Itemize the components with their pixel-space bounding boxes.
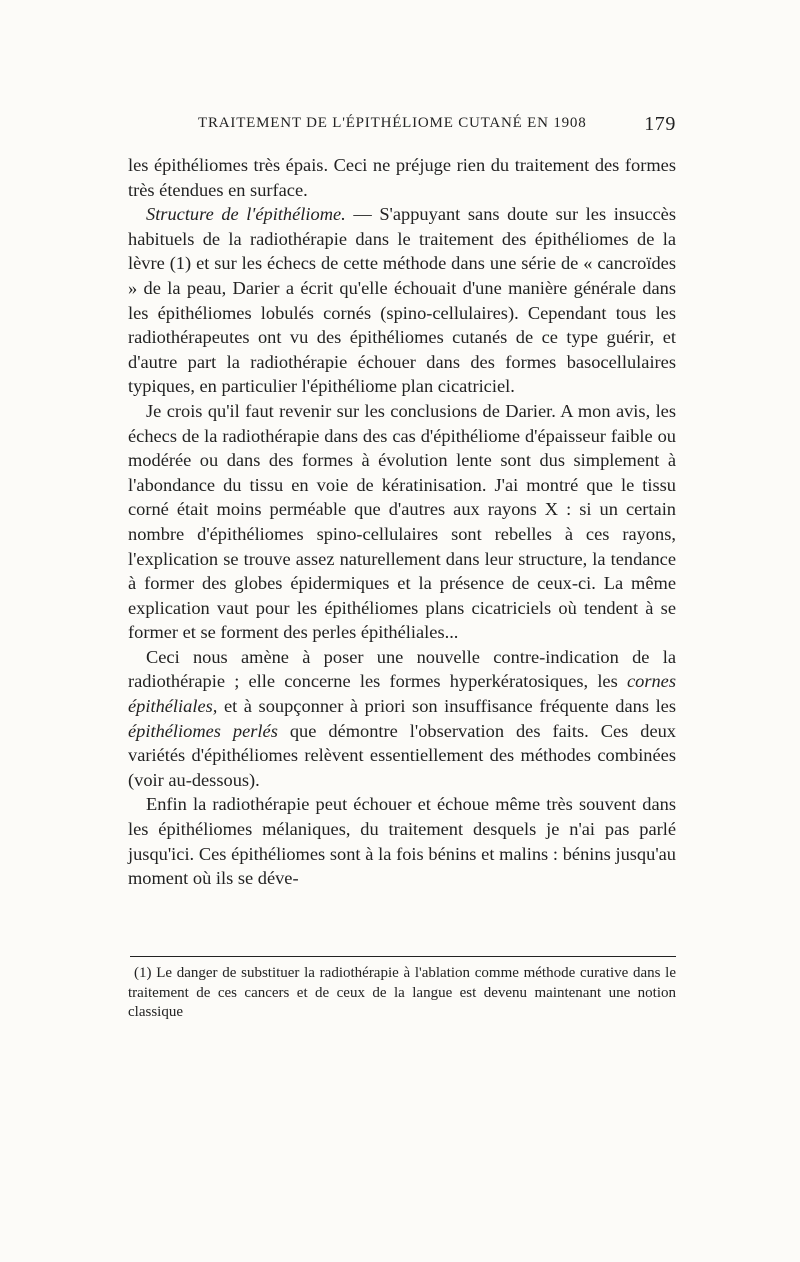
paragraph-2 [128,202,676,399]
running-header [128,115,676,141]
paragraph-5 [128,792,676,890]
footnotes [128,964,676,1023]
paragraph-3-text: Je crois qu'il faut revenir sur les conclusions de Darier. A mon avis, les échecs de la radiothérapie dans des cas d'épithéliome d'épaisseur faible ou modérée ou dans des formes à évolution lente sont dus simplement à l'abondance du tissu en voie de kératinisation. J'ai montré que le tissu corné était moins perméable que d'autres aux rayons X : si un certain nombre d'épithéliomes spino-cellulaires sont rebelles à ces rayons, l'explication se trouve assez naturellement dans leur structure, la tendance à former des globes épidermiques et la présence de ceux-ci. La même explication vaut pour les épithéliomes plans cicatriciels où tendent à se former et se forment des perles épithéliales... [128,400,676,643]
paragraph-1-text: les épithéliomes très épais. Ceci ne préjuge rien du traitement des formes très étendues en surface. [128,155,676,200]
section-heading: Structure de l'épithéliome. [146,204,346,225]
paragraph-4-text-a: Ceci nous amène à poser une nouvelle contre-indication de la radiothérapie ; elle concerne les formes hyperkératosiques, les [128,646,676,692]
body-text [128,153,676,891]
footnote-1: (1) Le danger de substituer la radiothérapie à l'ablation comme méthode curative dans le traitement de ces cancers et de ceux de la langue est devenu maintenant une notion classique [128,965,676,1020]
paragraph-2-text: — S'appuyant sans doute sur les insuccès habituels de la radiothérapie dans le traitement des épithéliomes de la lèvre (1) et sur les échecs de cette méthode dans une série de « cancroïdes » de la peau, Darier a écrit qu'elle échouait d'une manière générale dans les épithéliomes lobulés cornés (spino-cellulaires). Cependant tous les radiothérapeutes ont vu des épithéliomes cutanés de ce type guérir, et d'autre part la radiothérapie échouer dans des formes basocellulaires typiques, en particulier l'épithéliome plan cicatriciel. [128,204,677,397]
footnote-divider [130,956,676,957]
italic-term-perles: épithéliomes perlés [128,720,278,741]
paragraph-5-text: Enfin la radiothérapie peut échouer et échoue même très souvent dans les épithéliomes mélaniques, du traitement desquels je n'ai pas parlé jusqu'ici. Ces épithéliomes sont à la fois bénins et malins : bénins jusqu'au moment où ils se déve- [128,794,676,889]
paragraph-4-text-c: que démontre l'observation des faits. Ces deux variétés d'épithéliomes relèvent essentiellement des méthodes combinées (voir au-dessous). [128,720,676,790]
page-number: 179 [644,113,676,135]
paragraph-4-text-b: et à soupçonner à priori son insuffisance fréquente dans les [217,696,676,717]
italic-term-cornes: cornes épithéliales, [128,671,676,717]
paragraph-1 [128,153,676,202]
running-title: TRAITEMENT DE L'ÉPITHÉLIOME CUTANÉ EN 1908 [198,115,587,131]
paragraph-3 [128,399,676,645]
paragraph-4 [128,645,676,793]
